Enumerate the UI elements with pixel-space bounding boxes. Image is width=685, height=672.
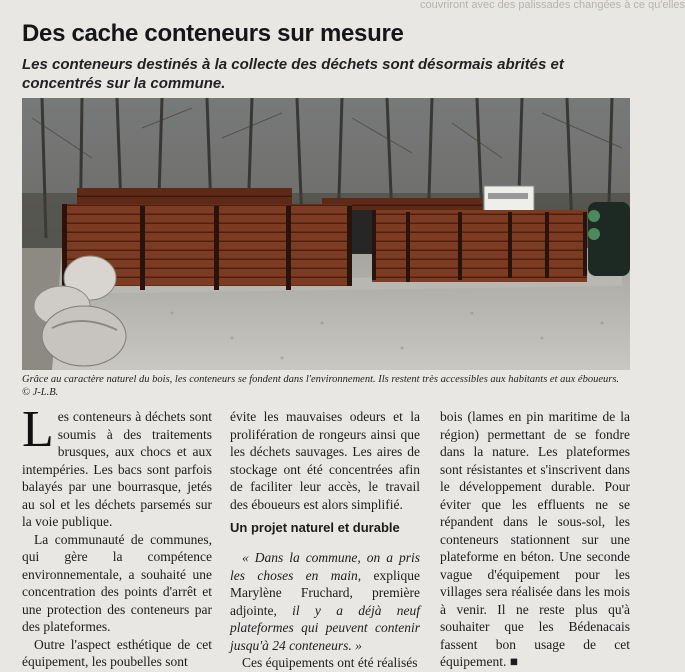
paragraph-4: évite les mauvaises odeurs et la prolifération de rongeurs ainsi que les déchets sauvages. Les aires de stockage ont été concentrées afin de faciliter leur accès, le travail des éboueurs est alors simplifié. <box>230 409 420 512</box>
standfirst: Les conteneurs destinés à la collecte des déchets sont désormais abrités et concentrés sur la commune. <box>22 56 564 92</box>
article-photo <box>22 98 630 370</box>
paragraph-1-text: es conteneurs à déchets sont soumis à des traitements brusques, aux chocs et aux intempéries. Les bacs sont parfois balayés par une bourrasque, jetés au sol et les déchets parsemés sur la voie publique. <box>22 409 212 529</box>
headline: Des cache conteneurs sur mesure <box>22 20 404 47</box>
paragraph-2: La communauté de communes, qui gère la compétence environnementale, a souhaité une concentration des points d'arrêt et une protection des conteneurs par des plateformes. <box>22 531 212 634</box>
paragraph-6: Ces équipements ont été réalisés <box>242 655 418 670</box>
top-strip-text: couvriront avec des palissades changées à ce qu'elles <box>420 0 685 11</box>
quote-attribution: explique Marylène Fruchard, première adjointe, <box>230 567 420 618</box>
paragraph-1 <box>22 401 212 531</box>
end-mark: ■ <box>509 654 518 669</box>
drop-cap: L <box>22 401 54 458</box>
column-1 <box>22 401 212 671</box>
column-3 <box>440 408 630 671</box>
paragraph-5 <box>230 549 420 654</box>
paragraph-7 <box>440 408 630 671</box>
column-2 <box>230 408 420 672</box>
quote-part-1: « Dans la commune, on a pris les choses en main, <box>230 550 420 583</box>
photo-caption: Grâce au caractère naturel du bois, les conteneurs se fondent dans l'environnement. Ils restent très accessibles aux habitants et aux éboueurs. © J-L.B. <box>22 374 620 398</box>
quote-part-2: il y a déjà neuf plateformes qui peuvent contenir jusqu'à 24 conteneurs. » <box>230 602 420 653</box>
paragraph-3: Outre l'aspect esthétique de cet équipement, les poubelles sont <box>22 636 212 669</box>
subheading: Un projet naturel et durable <box>230 520 400 535</box>
paragraph-7-text: bois (lames en pin maritime de la région) permettant de se fondre dans la nature. Les plateformes sont résistantes et s'inscrivent dans le développement durable. Pour éviter que les effluents ne se répandent dans le sous-sol, les conteneurs stationnent sur une plateforme en béton. Une seconde vague d'équipement pour les villages sera réalisée dans les mois à venir. Il ne reste plus qu'à souhaiter que les Bédenacais fassent bon usage de cet équipement. <box>440 409 630 669</box>
